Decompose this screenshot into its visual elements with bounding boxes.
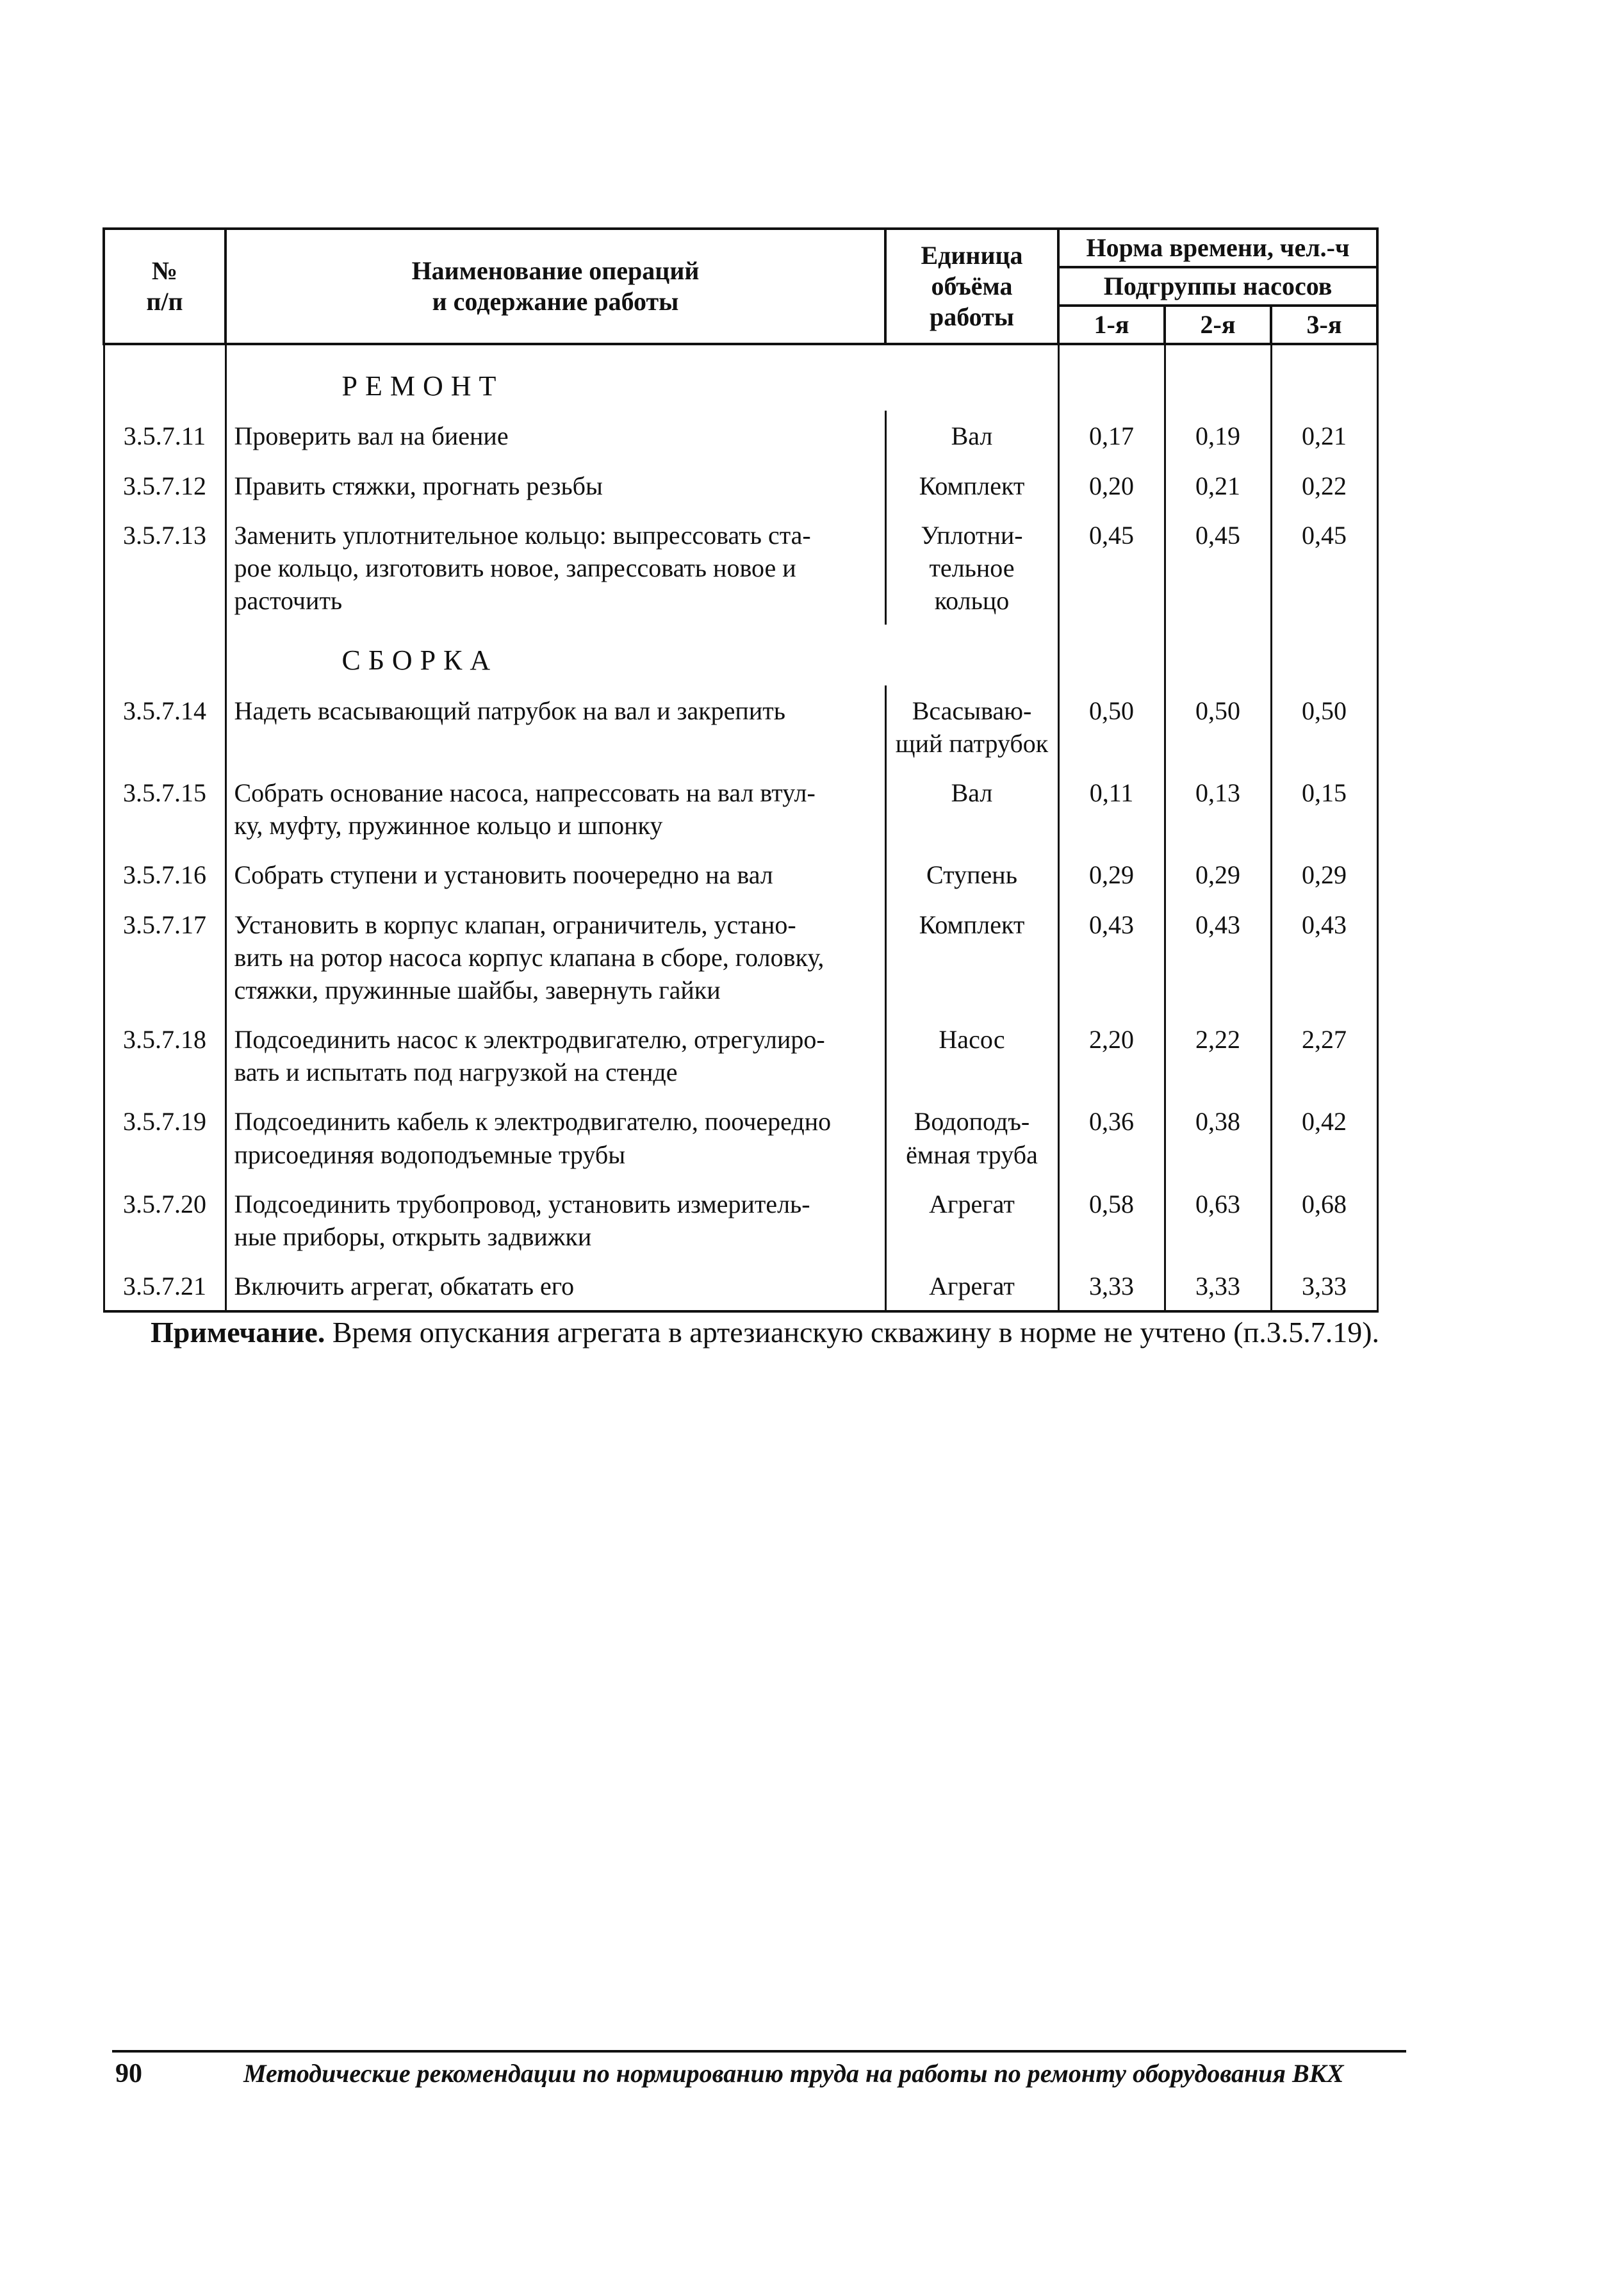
row-norm-group-1: 0,45 [1058, 510, 1165, 625]
header-subgroup-1: 1-я [1058, 306, 1165, 344]
row-number: 3.5.7.11 [104, 411, 226, 460]
section-row [104, 344, 1377, 411]
row-operation: Установить в корпус клапан, ограничитель, устано- вить на ротор насоса корпус клапана в сборе, головку, стяжки, пружинные шайбы, завернуть гайки [226, 899, 885, 1015]
header-unit: Единица объёма работы [885, 229, 1058, 344]
table-row [104, 461, 1377, 510]
row-norm-group-3: 2,27 [1271, 1014, 1377, 1096]
row-number: 3.5.7.17 [104, 899, 226, 1015]
row-number: 3.5.7.16 [104, 849, 226, 899]
row-norm-group-1: 0,20 [1058, 461, 1165, 510]
row-norm-group-2: 3,33 [1165, 1261, 1271, 1311]
row-operation: Включить агрегат, обкатать его [226, 1261, 885, 1311]
row-operation: Подсоединить трубопровод, установить измеритель- ные приборы, открыть задвижки [226, 1179, 885, 1261]
row-number: 3.5.7.13 [104, 510, 226, 625]
row-norm-group-2: 0,45 [1165, 510, 1271, 625]
section-row [104, 625, 1377, 685]
row-norm-group-2: 0,50 [1165, 685, 1271, 767]
row-norm-group-2: 0,63 [1165, 1179, 1271, 1261]
row-operation: Подсоединить насос к электродвигателю, отрегулиро- вать и испытать под нагрузкой на стенде [226, 1014, 885, 1096]
section-title-repair: РЕМОНТ [226, 344, 1058, 411]
row-unit: Уплотни- тельное кольцо [885, 510, 1058, 625]
row-norm-group-3: 0,45 [1271, 510, 1377, 625]
row-norm-group-3: 3,33 [1271, 1261, 1377, 1311]
row-norm-group-1: 0,29 [1058, 849, 1165, 899]
row-norm-group-1: 0,11 [1058, 767, 1165, 849]
row-norm-group-3: 0,42 [1271, 1096, 1377, 1178]
row-norm-group-3: 0,29 [1271, 849, 1377, 899]
row-number: 3.5.7.14 [104, 685, 226, 767]
row-norm-group-1: 2,20 [1058, 1014, 1165, 1096]
row-norm-group-2: 0,21 [1165, 461, 1271, 510]
row-operation: Проверить вал на биение [226, 411, 885, 460]
row-number: 3.5.7.19 [104, 1096, 226, 1178]
page-number: 90 [115, 2059, 142, 2088]
row-unit: Всасываю- щий патрубок [885, 685, 1058, 767]
row-norm-group-1: 0,50 [1058, 685, 1165, 767]
row-operation: Заменить уплотнительное кольцо: выпрессовать ста- рое кольцо, изготовить новое, запрессовать новое и расточить [226, 510, 885, 625]
row-unit: Вал [885, 767, 1058, 849]
table-row [104, 411, 1377, 460]
table-row [104, 685, 1377, 767]
note-text: Время опускания агрегата в артезианскую скважину в норме не учтено (п.3.5.7.19). [325, 1316, 1380, 1349]
row-norm-group-2: 0,43 [1165, 899, 1271, 1015]
row-norm-group-3: 0,21 [1271, 411, 1377, 460]
running-title: Методические рекомендации по нормированию труда на работы по ремонту оборудования ВКХ [243, 2059, 1344, 2088]
row-norm-group-3: 0,50 [1271, 685, 1377, 767]
labor-norms-table [103, 227, 1379, 1313]
row-operation: Надеть всасывающий патрубок на вал и закрепить [226, 685, 885, 767]
note-label: Примечание. [151, 1316, 325, 1349]
header-subgroup-3: 3-я [1271, 306, 1377, 344]
row-norm-group-1: 0,43 [1058, 899, 1165, 1015]
row-unit: Комплект [885, 461, 1058, 510]
table-note [151, 1313, 1432, 1352]
row-norm-group-2: 0,38 [1165, 1096, 1271, 1178]
row-number: 3.5.7.12 [104, 461, 226, 510]
row-operation: Подсоединить кабель к электродвигателю, поочередно присоединяя водоподъемные трубы [226, 1096, 885, 1178]
header-operation-name: Наименование операций и содержание работы [226, 229, 885, 344]
row-norm-group-3: 0,22 [1271, 461, 1377, 510]
footer-divider [112, 2050, 1406, 2053]
row-norm-group-1: 3,33 [1058, 1261, 1165, 1311]
header-subgroup-2: 2-я [1165, 306, 1271, 344]
row-norm-group-2: 2,22 [1165, 1014, 1271, 1096]
row-unit: Ступень [885, 849, 1058, 899]
row-number: 3.5.7.21 [104, 1261, 226, 1311]
table-row [104, 1261, 1377, 1311]
row-norm-group-1: 0,58 [1058, 1179, 1165, 1261]
header-pump-subgroups: Подгруппы насосов [1058, 267, 1377, 306]
row-norm-group-3: 0,43 [1271, 899, 1377, 1015]
row-norm-group-3: 0,15 [1271, 767, 1377, 849]
row-norm-group-2: 0,13 [1165, 767, 1271, 849]
row-operation: Править стяжки, прогнать резьбы [226, 461, 885, 510]
table-row [104, 767, 1377, 849]
table-row [104, 1014, 1377, 1096]
row-operation: Собрать ступени и установить поочередно на вал [226, 849, 885, 899]
header-time-norm: Норма времени, чел.-ч [1058, 229, 1377, 267]
row-norm-group-3: 0,68 [1271, 1179, 1377, 1261]
row-unit: Комплект [885, 899, 1058, 1015]
row-unit: Агрегат [885, 1179, 1058, 1261]
row-norm-group-1: 0,36 [1058, 1096, 1165, 1178]
row-operation: Собрать основание насоса, напрессовать на вал втул- ку, муфту, пружинное кольцо и шпонку [226, 767, 885, 849]
table-row [104, 899, 1377, 1015]
row-unit: Насос [885, 1014, 1058, 1096]
row-number: 3.5.7.15 [104, 767, 226, 849]
table-row [104, 1179, 1377, 1261]
section-title-assembly: СБОРКА [226, 625, 1058, 685]
row-unit: Агрегат [885, 1261, 1058, 1311]
row-number: 3.5.7.18 [104, 1014, 226, 1096]
row-norm-group-2: 0,19 [1165, 411, 1271, 460]
row-norm-group-2: 0,29 [1165, 849, 1271, 899]
header-number: № п/п [104, 229, 226, 344]
table-row [104, 849, 1377, 899]
table-row [104, 1096, 1377, 1178]
row-unit: Водоподъ- ёмная труба [885, 1096, 1058, 1178]
row-unit: Вал [885, 411, 1058, 460]
table-row [104, 510, 1377, 625]
row-norm-group-1: 0,17 [1058, 411, 1165, 460]
row-number: 3.5.7.20 [104, 1179, 226, 1261]
